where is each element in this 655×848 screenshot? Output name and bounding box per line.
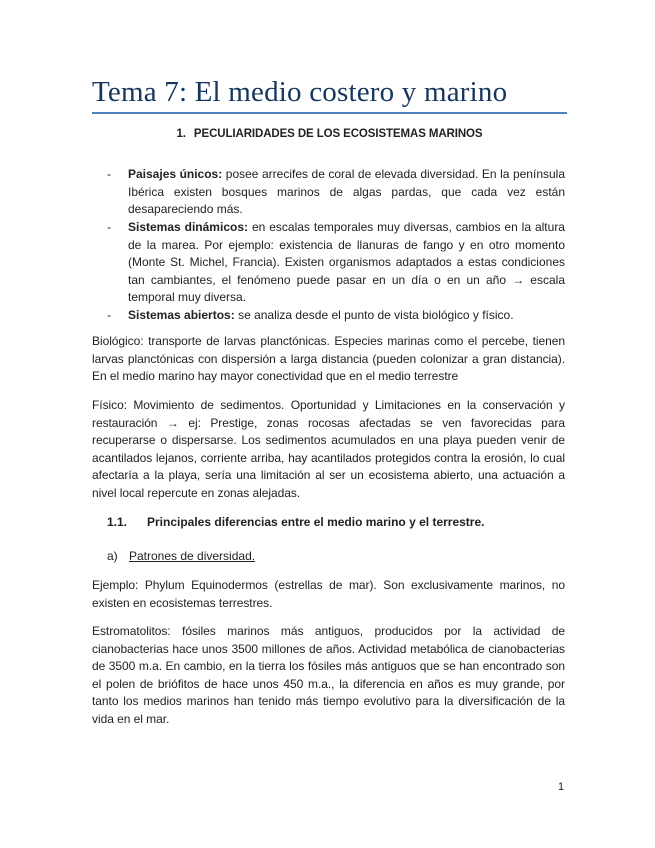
page-number: 1 (558, 781, 565, 793)
title-underline (92, 112, 567, 114)
bullet-item-sistemas-dinamicos (128, 219, 565, 307)
list-item-label: a) (107, 549, 118, 563)
subsection-number: 1.1. (107, 515, 128, 529)
paragraph-estromatolitos: Estromatolitos: fósiles marinos más antiguos, producidos por la actividad de cianobacterias hace unos 3500 millones de años. Actividad metabólica de cianobacterias de 3500 m.a. En cambio, en la tierra los fósiles más antiguos que se han encontrado son el polen de briófitos de hace unos 450 m.a., la diferencia en años es muy grande, por tanto los medios marinos han tenido más tiempo evolutivo para la diversificación de la vida en el mar. (92, 624, 565, 726)
list-item-text: Patrones de diversidad. (129, 549, 256, 563)
bullet-term: Sistemas abiertos: (128, 308, 235, 322)
paragraph-biologico: Biológico: transporte de larvas planctónicas. Especies marinas como el percebe, tienen larvas planctónicas con dispersión a larga distancia (pueden colonizar a gran distancia). En el medio marino hay mayor conectividad que en el medio terrestre (92, 334, 565, 384)
document-title: Tema 7: El medio costero y marino (92, 76, 508, 108)
section-number: 1. (176, 128, 186, 140)
bullet-marker: - (107, 220, 111, 234)
bullet-text: posee arrecifes de coral de elevada diversidad. En la península Ibérica existen bosques marinos de algas pardas, que cada vez están desapareciendo más. (128, 167, 565, 217)
paragraph-fisico: Físico: Movimiento de sedimentos. Oportunidad y Limitaciones en la conservación y restauración → ej: Prestige, zonas rocosas afectadas se ven favorecidas para recuperarse o dispersarse. Los sedimentos acumulados en una playa pueden venir de acantilados lejanos, corriente arriba, hay acantilados protegidos contra la erosión, lo cual afectaría a la playa, sería una limitación al ser un ecosistema abierto, una actuación a nivel local repercute en zonas alejadas. (92, 398, 565, 500)
bullet-marker: - (107, 308, 111, 322)
section-title: PECULIARIDADES DE LOS ECOSISTEMAS MARINOS (193, 128, 483, 140)
paragraph-ejemplo: Ejemplo: Phylum Equinodermos (estrellas de mar). Son exclusivamente marinos, no existen en ecosistemas terrestres. (92, 578, 565, 610)
section-heading (92, 128, 567, 140)
list-item-a (107, 549, 255, 563)
bullet-item-sistemas-abiertos (128, 307, 565, 325)
subsection-heading (107, 515, 484, 529)
bullet-text: se analiza desde el punto de vista biológico y físico. (238, 308, 514, 322)
subsection-title: Principales diferencias entre el medio marino y el terrestre. (147, 515, 485, 529)
bullet-term: Paisajes únicos: (128, 167, 223, 181)
bullet-item-paisajes (128, 166, 565, 219)
bullet-text: en escalas temporales muy diversas, cambios en la altura de la marea. Por ejemplo: existencia de llanuras de fango y en otro momento (Monte St. Michel, Francia). Existen organismos adaptados a estas condiciones tan cambiantes, el fenómeno puede pasar en un día o en un año → escala temporal muy diversa. (128, 220, 565, 305)
bullet-marker: - (107, 167, 111, 181)
bullet-term: Sistemas dinámicos: (128, 220, 248, 234)
